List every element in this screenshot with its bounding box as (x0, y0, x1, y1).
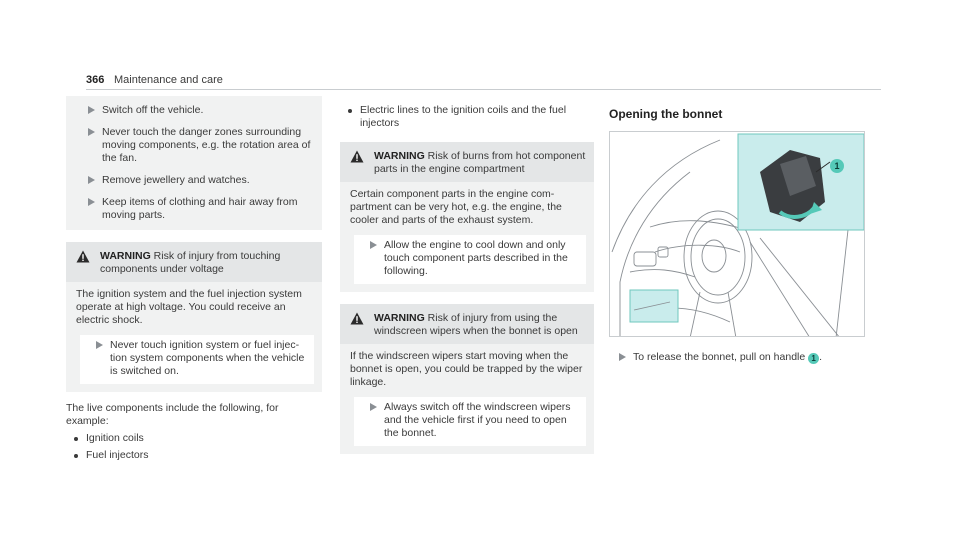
warning-box-voltage (66, 242, 322, 392)
intro-text: The live components include the following, for example: (66, 402, 279, 427)
warning-box-wipers (340, 304, 594, 454)
column-2 (340, 96, 594, 454)
arrow-icon (96, 341, 103, 349)
bullet-item: Ignition coils (66, 432, 322, 445)
column-1 (66, 96, 322, 462)
page-header (86, 72, 881, 90)
warning-body (340, 344, 594, 454)
arrow-icon (88, 176, 95, 184)
arrow-icon (619, 353, 626, 361)
warning-text: Certain component parts in the engine compartment can be very hot, e.g. the engine, the cooler and parts of the exhaust system. (350, 188, 562, 226)
bonnet-release-illustration (609, 131, 865, 337)
warning-header (340, 142, 594, 182)
subsection-title: Opening the bonnet (609, 107, 723, 121)
arrow-icon (88, 106, 95, 114)
arrow-icon (88, 198, 95, 206)
step-text: Never touch ignition system or fuel injection system components when the vehicle is switched on. (110, 339, 305, 377)
step-text: Keep items of clothing and hair away from moving parts. (102, 196, 298, 221)
warning-header (66, 242, 322, 282)
warning-header (340, 304, 594, 344)
warning-title: Risk of burns from hot component parts in the engine compartment (374, 150, 586, 175)
callout-1-icon: 1 (808, 353, 819, 364)
warning-steps (354, 235, 586, 284)
warning-steps (80, 335, 314, 384)
section-title: Maintenance and care (114, 74, 223, 86)
step-text: Never touch the danger zones surrounding moving components, e.g. the rotation area of the fan. (102, 126, 311, 164)
arrow-icon (88, 128, 95, 136)
warning-label: WARNING (100, 250, 151, 262)
list-item (78, 196, 314, 222)
column-3 (609, 96, 881, 364)
steps-box (66, 96, 322, 230)
warning-body (66, 282, 322, 392)
warning-label: WARNING (374, 312, 425, 324)
page-number: 366 (86, 74, 105, 86)
arrow-icon (370, 241, 377, 249)
list-item (360, 239, 582, 278)
car-interior-drawing (610, 132, 865, 337)
instruction-step (609, 351, 881, 364)
warning-body (340, 182, 594, 292)
callout-1-icon: 1 (830, 159, 844, 173)
bullet-item: Electric lines to the ignition coils and the fuel injectors (340, 104, 594, 130)
bullet-item: Fuel injectors (66, 449, 322, 462)
warning-triangle-icon (350, 150, 364, 163)
warning-label: WARNING (374, 150, 425, 162)
warning-text: If the windscreen wipers start moving when the bonnet is open, you could be trapped by the wiper linkage. (350, 350, 583, 388)
list-item (78, 174, 314, 187)
step-text: Remove jewellery and watches. (102, 174, 250, 186)
list-item (78, 104, 314, 117)
warning-box-burns (340, 142, 594, 292)
list-item (360, 401, 582, 440)
arrow-icon (370, 403, 377, 411)
step-text-end: . (819, 351, 823, 363)
step-text: To release the bonnet, pull on handle (633, 351, 809, 363)
warning-title: Risk of injury from using the windscreen wipers when the bonnet is open (374, 312, 578, 337)
warning-steps (354, 397, 586, 446)
warning-text: The ignition system and the fuel injection system operate at high voltage. You could receive an electric shock. (76, 288, 302, 326)
list-item (86, 339, 310, 378)
warning-title: Risk of injury from touching components under voltage (100, 250, 281, 275)
warning-triangle-icon (350, 312, 364, 325)
warning-triangle-icon (76, 250, 90, 263)
list-item (78, 126, 314, 165)
step-text: Always switch off the windscreen wipers and the vehicle first if you need to open the bonnet. (384, 401, 571, 439)
step-text: Switch off the vehicle. (102, 104, 204, 116)
step-text: Allow the engine to cool down and only touch component parts described in the following. (384, 239, 568, 277)
